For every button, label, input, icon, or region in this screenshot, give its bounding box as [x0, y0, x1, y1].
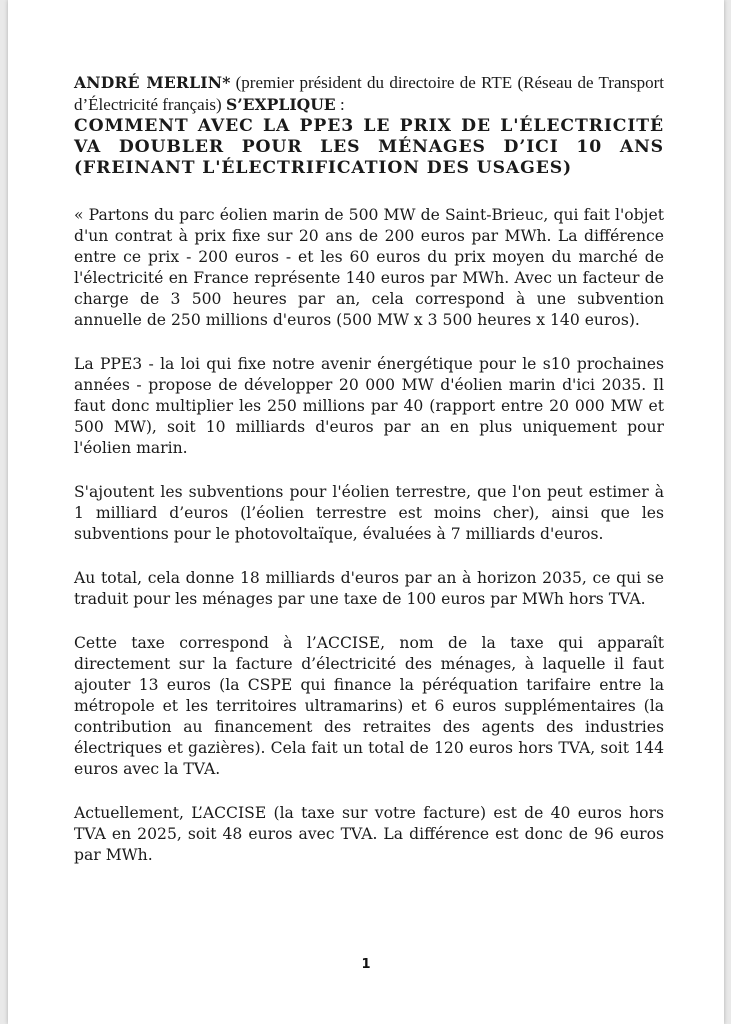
document-page — [8, 0, 724, 1024]
byline-verb: S’EXPLIQUE — [225, 95, 336, 114]
paragraph-2: La PPE3 - la loi qui fixe notre avenir énergétique pour le s10 prochaines années - propose de développer 20 000 MW d'éolien marin d'ici 2035. Il faut donc multiplier les 250 millions par 40 (rapport entre 20 000 MW et 500 MW), soit 10 milliards d'euros par an en plus uniquement pour l'éolien marin. — [74, 355, 664, 457]
paragraph-6: Actuellement, L’ACCISE (la taxe sur votre facture) est de 40 euros hors TVA en 2025, soit 48 euros avec TVA. La différence est donc de 96 euros par MWh. — [74, 804, 664, 864]
paragraph-1: « Partons du parc éolien marin de 500 MW de Saint-Brieuc, qui fait l'objet d'un contrat à prix fixe sur 20 ans de 200 euros par MWh. La différence entre ce prix - 200 euros - et les 60 euros du prix moyen du marché de l'électricité en France représente 140 euros par MWh. Avec un facteur de charge de 3 500 heures par an, cela correspond à une subvention annuelle de 250 millions d'euros (500 MW x 3 500 heures x 140 euros). — [74, 206, 664, 329]
paragraph-5: Cette taxe correspond à l’ACCISE, nom de la taxe qui apparaît directement sur la facture d’électricité des ménages, à laquelle il faut ajouter 13 euros (la CSPE qui finance la péréquation tarifaire entre la métropole et les territoires ultramarins) et 6 euros supplémentaires (la contribution au financement des retraites des agents des industries électriques et gazières). Cela fait un total de 120 euros hors TVA, soit 144 euros avec la TVA. — [74, 634, 664, 778]
author-role: (premier président du directoire de RTE (Réseau de Transport d’Électricité français) — [74, 73, 664, 114]
author-name: ANDRÉ MERLIN — [74, 73, 223, 92]
author-footnote-marker: * — [222, 73, 231, 92]
paragraph-4: Au total, cela donne 18 milliards d'euros par an à horizon 2035, ce qui se traduit pour les ménages par une taxe de 100 euros par MWh hors TVA. — [74, 569, 664, 608]
byline-colon: : — [335, 95, 345, 114]
byline — [74, 72, 664, 116]
page-number: 1 — [361, 957, 371, 972]
headline: COMMENT AVEC LA PPE3 LE PRIX DE L'ÉLECTRICITÉ VA DOUBLER POUR LES MÉNAGES D’ICI 10 ANS (FREINANT L'ÉLECTRIFICATION DES USAGES) — [74, 116, 664, 178]
article-body — [74, 72, 664, 889]
paragraph-3: S'ajoutent les subventions pour l'éolien terrestre, que l'on peut estimer à 1 milliard d’euros (l’éolien terrestre est moins cher), ainsi que les subventions pour le photovoltaïque, évaluées à 7 milliards d'euros. — [74, 483, 664, 543]
